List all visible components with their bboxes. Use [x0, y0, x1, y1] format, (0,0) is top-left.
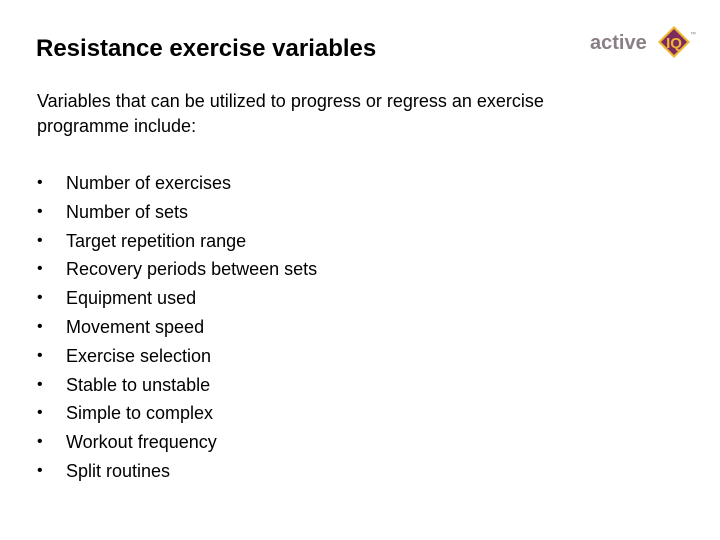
bullet-icon: •: [37, 433, 43, 451]
list-item: [37, 284, 317, 313]
bullet-icon: •: [37, 231, 43, 249]
list-item: [37, 342, 317, 371]
list-item: [37, 371, 317, 400]
list-item-text: Recovery periods between sets: [66, 259, 318, 280]
list-item-text: Number of exercises: [66, 173, 232, 193]
logo-mark-icon: [658, 26, 690, 58]
intro-line-2: programme include:: [37, 116, 197, 136]
list-item-text: Target repetition range: [66, 230, 247, 251]
logo-trademark: ™: [690, 32, 696, 38]
list-item-text: Equipment used: [66, 288, 197, 309]
bullet-icon: •: [37, 202, 43, 220]
variables-list: [37, 169, 317, 486]
list-item: [37, 198, 317, 227]
list-item-text: Workout frequency: [66, 432, 217, 453]
list-item: [37, 255, 317, 284]
bullet-icon: •: [37, 346, 43, 364]
intro-paragraph: [37, 89, 637, 139]
list-item-text: Number of sets: [66, 201, 189, 222]
list-item: [37, 169, 317, 198]
logo-mark-text: IQ: [666, 35, 682, 52]
list-item: [37, 399, 317, 428]
bullet-icon: •: [37, 289, 43, 307]
list-item: [37, 457, 317, 486]
list-item-text: Simple to complex: [66, 403, 214, 424]
intro-line-1: Variables that can be utilized to progress or regress an exercise: [37, 91, 544, 111]
active-iq-logo: [590, 24, 702, 66]
list-item: [37, 313, 317, 342]
bullet-icon: •: [37, 461, 43, 479]
bullet-icon: •: [37, 174, 43, 191]
list-item: [37, 428, 317, 457]
list-item: [37, 227, 317, 256]
slide-title: Resistance exercise variables: [36, 35, 377, 62]
list-item-text: Stable to unstable: [66, 374, 211, 395]
list-item-text: Exercise selection: [66, 345, 212, 366]
bullet-icon: •: [37, 317, 43, 335]
logo-text: active: [590, 32, 647, 54]
list-item-text: Movement speed: [66, 316, 205, 337]
bullet-icon: •: [37, 404, 43, 422]
list-item-text: Split routines: [66, 460, 171, 481]
bullet-icon: •: [37, 260, 43, 278]
bullet-icon: •: [37, 375, 43, 393]
